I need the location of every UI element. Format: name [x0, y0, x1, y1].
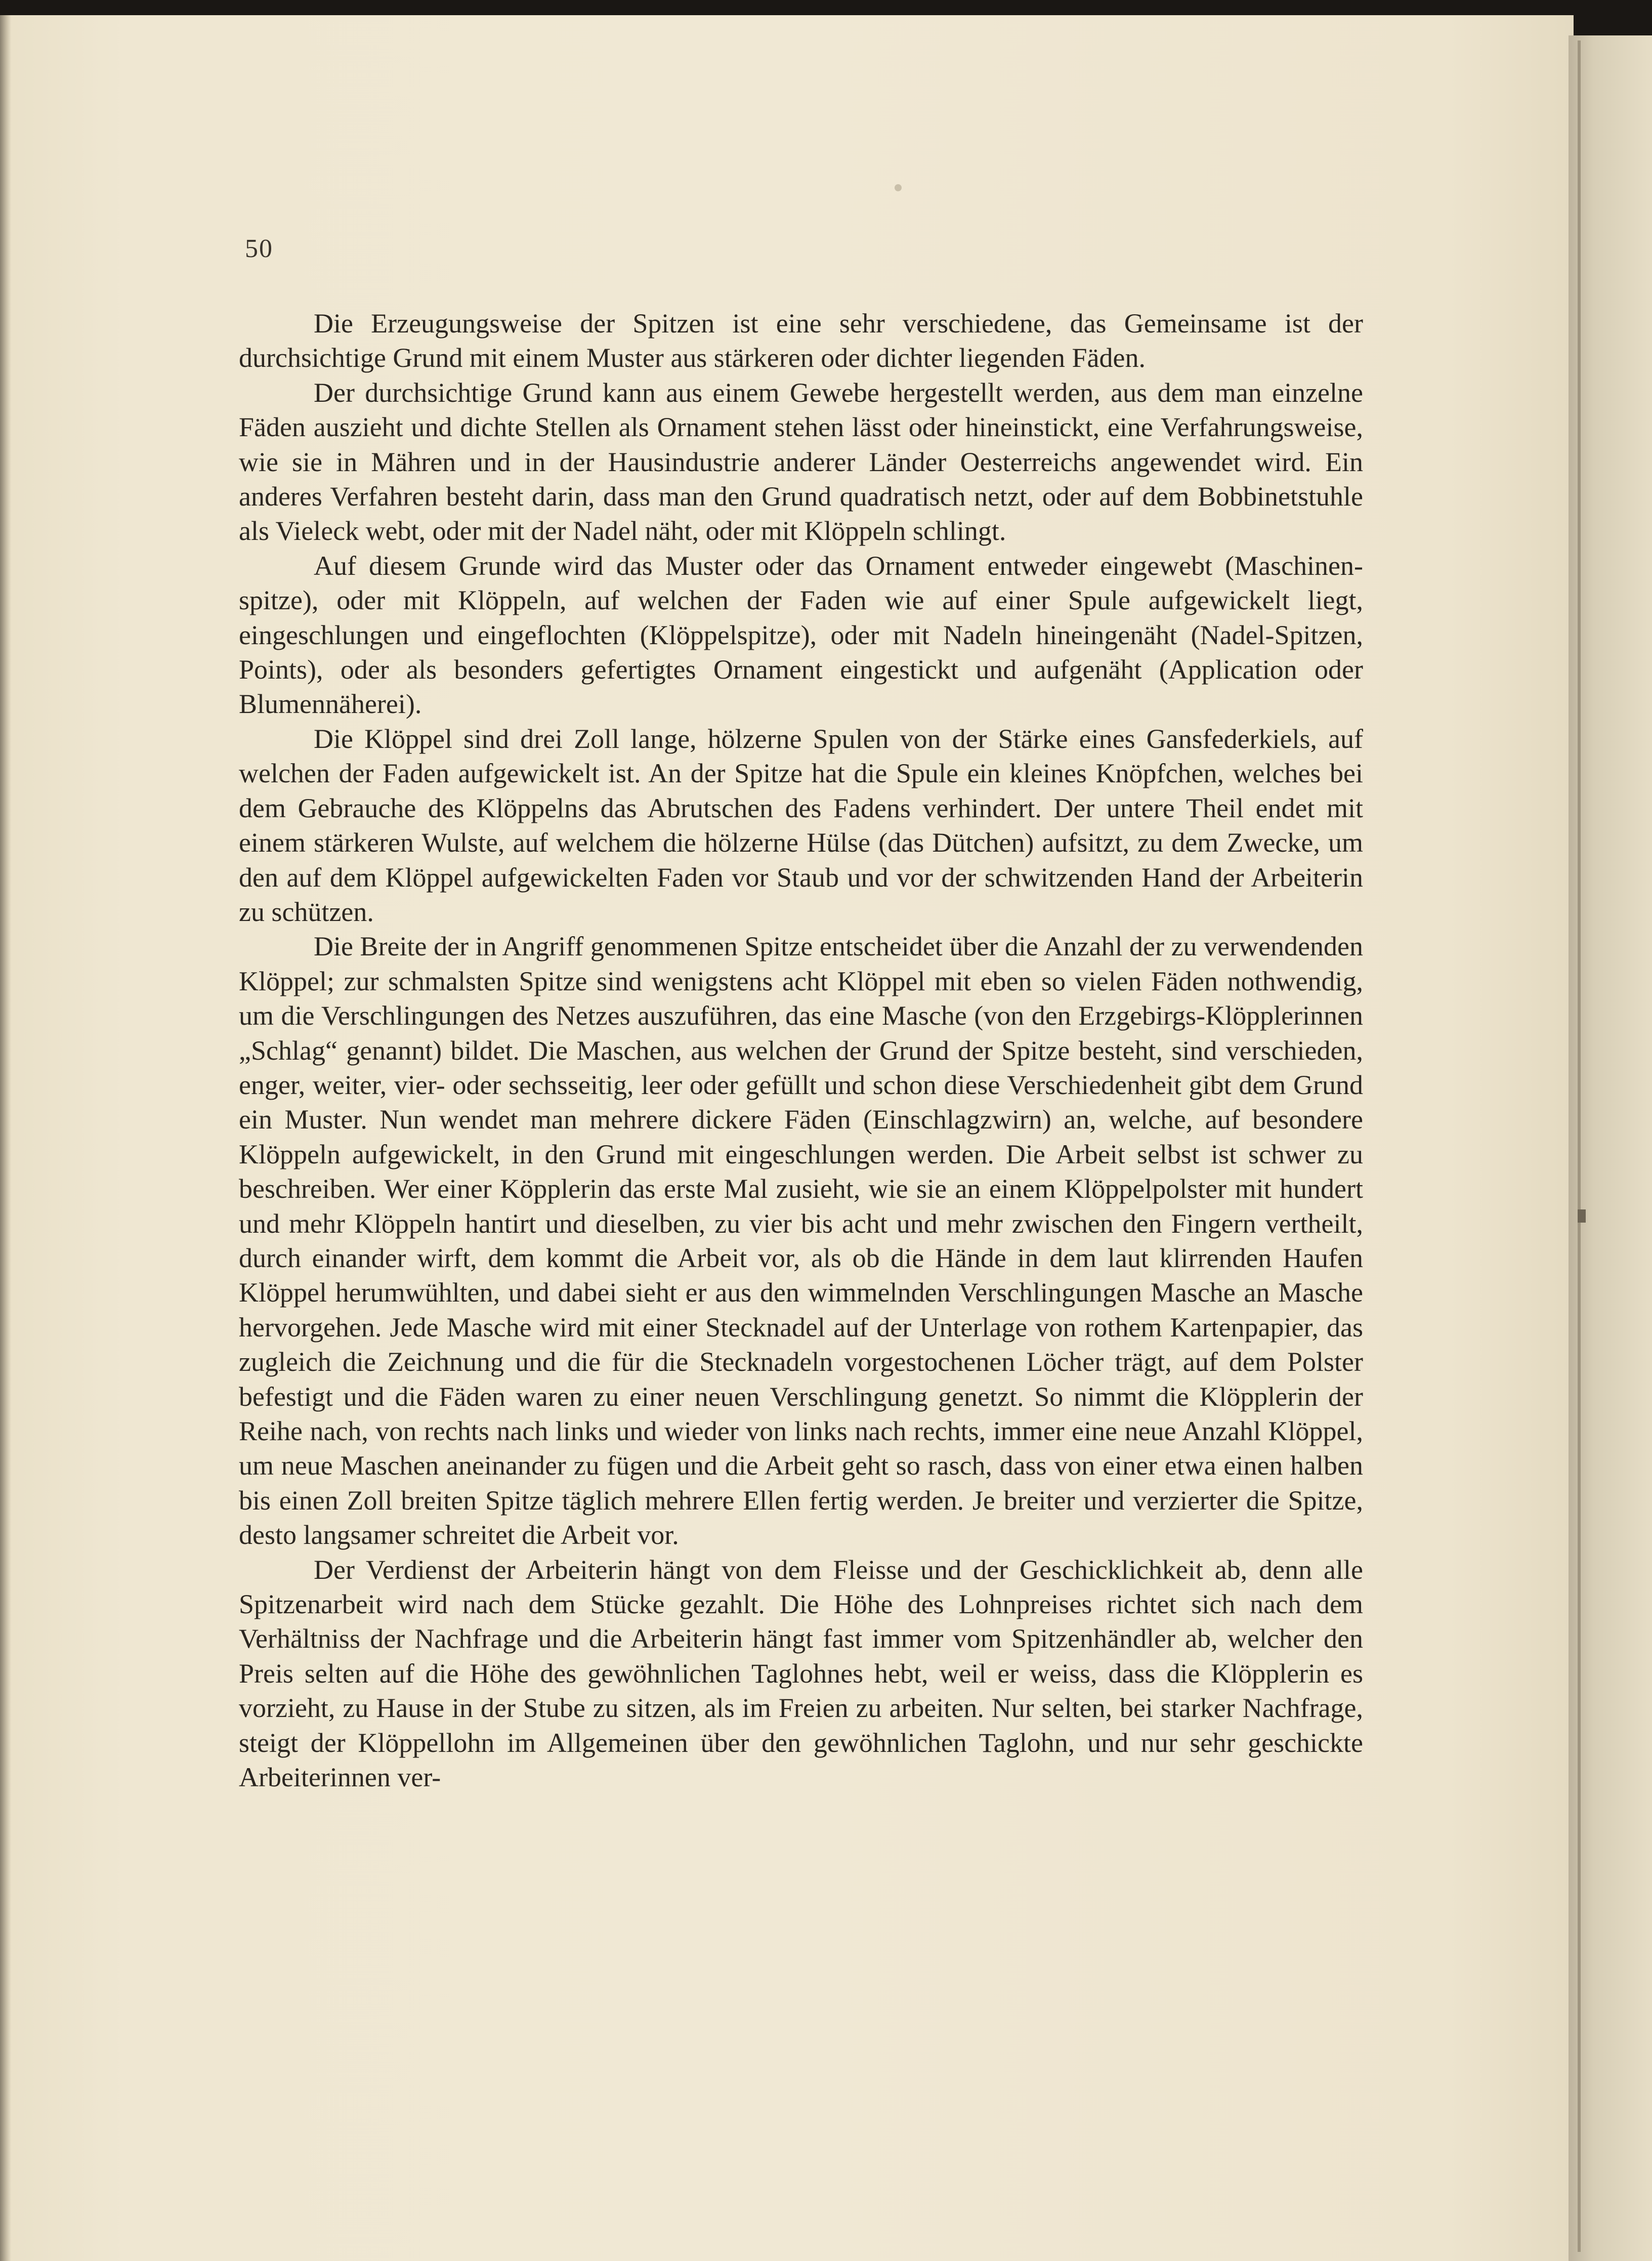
body-text: [239, 306, 1363, 1794]
paragraph: Der Verdienst der Arbeiterin hängt von dem Fleisse und der Geschicklichkeit ab, denn alle Spitzenarbeit wird nach dem Stücke gezahlt. Die Höhe des Lohnpreises richtet sich nach dem Verhältniss der Nachfrage und die Arbeiterin hängt fast immer vom Spitzenhändler ab, welcher den Preis selten auf die Höhe des gewöhnlichen Taglohnes hebt, weil er weiss, dass die Klöpplerin es vorzieht, zu Hause in der Stube zu sitzen, als im Freien zu arbeiten. Nur selten, bei starker Nachfrage, steigt der Klöppellohn im Allgemeinen über den gewöhnlichen Taglohn, und nur sehr geschickte Arbeiterinnen ver-: [239, 1554, 1363, 1793]
paragraph: Der durchsichtige Grund kann aus einem Gewebe hergestellt werden, aus dem man einzelne Fäden auszieht und dichte Stellen als Ornament stehen lässt oder hineinstickt, eine Verfahrungsweise, wie sie in Mähren und in der Hausindustrie anderer Länder Oesterreichs angewendet wird. Ein anderes Verfahren besteht darin, dass man den Grund quadratisch netzt, oder auf dem Bobbinetstuhle als Vieleck webt, oder mit der Nadel näht, oder mit Klöppeln schlingt.: [239, 377, 1363, 547]
page-number: 50: [245, 234, 273, 263]
paragraph: Die Erzeugungsweise der Spitzen ist eine sehr verschiedene, das Gemeinsame ist der durchsichtige Grund mit einem Muster aus stärkeren oder dichter liegenden Fäden.: [239, 308, 1363, 373]
paragraph: Auf diesem Grunde wird das Muster oder das Ornament entweder eingewebt (Maschinenspitze), oder mit Klöppeln, auf welchen der Faden wie auf einer Spule aufgewickelt liegt, eingeschlungen und eingeflochten (Klöppelspitze), oder mit Nadeln hineingenäht (Nadel-Spitzen, Points), oder als besonders gefertigtes Ornament eingestickt und aufgenäht (Application oder Blumennäherei).: [239, 550, 1363, 720]
page-edge-line: [1578, 40, 1581, 2252]
binding-shadow: [0, 15, 11, 2261]
paragraph: Die Klöppel sind drei Zoll lange, hölzerne Spulen von der Stärke eines Gansfederkiels, auf welchen der Faden aufgewickelt ist. An der Spitze hat die Spule ein kleines Knöpfchen, welches bei dem Gebrauche des Klöppelns das Abrutschen des Fadens verhindert. Der untere Theil endet mit einem stärkeren Wulste, auf welchem die hölzerne Hülse (das Dütchen) aufsitzt, zu dem Zwecke, um den auf dem Klöppel aufgewickelten Faden vor Staub und vor der schwitzenden Hand der Arbeiterin zu schützen.: [239, 723, 1363, 927]
paragraph: Die Breite der in Angriff genommenen Spitze entscheidet über die Anzahl der zu verwendenden Klöppel; zur schmalsten Spitze sind wenigstens acht Klöppel mit eben so vielen Fäden nothwendig, um die Verschlingungen des Netzes auszuführen, das eine Masche (von den Erzgebirgs-Klöpplerinnen „Schlag“ genannt) bildet. Die Maschen, aus welchen der Grund der Spitze besteht, sind verschieden, enger, weiter, vier- oder sechsseitig, leer oder gefüllt und schon diese Verschiedenheit gibt dem Grund ein Muster. Nun wendet man mehrere dickere Fäden (Einschlagzwirn) an, welche, auf besondere Klöppeln aufgewickelt, in den Grund mit eingeschlungen werden. Die Arbeit selbst ist schwer zu beschreiben. Wer einer Köpplerin das erste Mal zusieht, wie sie an einem Klöppelpolster mit hundert und mehr Klöppeln hantirt und dieselben, zu vier bis acht und mehr zwischen den Fingern vertheilt, durch einander wirft, dem kommt die Arbeit vor, als ob die Hände in dem laut klirrenden Haufen Klöppel herumwühlten, und dabei sieht er aus den wimmelnden Verschlingungen Masche an Masche hervorgehen. Jede Masche wird mit einer Stecknadel auf der Unterlage von rothem Kartenpapier, das zugleich die Zeichnung und die für die Stecknadeln vorgestochenen Löcher trägt, auf dem Polster befestigt und die Fäden waren zu einer neuen Verschlingung genetzt. So nimmt die Klöpplerin der Reihe nach, von rechts nach links und wieder von links nach rechts, immer eine neue Anzahl Klöppel, um neue Maschen aneinander zu fügen und die Arbeit geht so rasch, dass von einer etwa einen halben bis einen Zoll breiten Spitze täglich mehrere Ellen fertig werden. Je breiter und verzierter die Spitze, desto langsamer schreitet die Arbeit vor.: [239, 931, 1363, 1551]
page-edge-mark: [1578, 1209, 1586, 1223]
paper-spot: [895, 184, 902, 191]
next-page-edge: [1569, 35, 1652, 2261]
